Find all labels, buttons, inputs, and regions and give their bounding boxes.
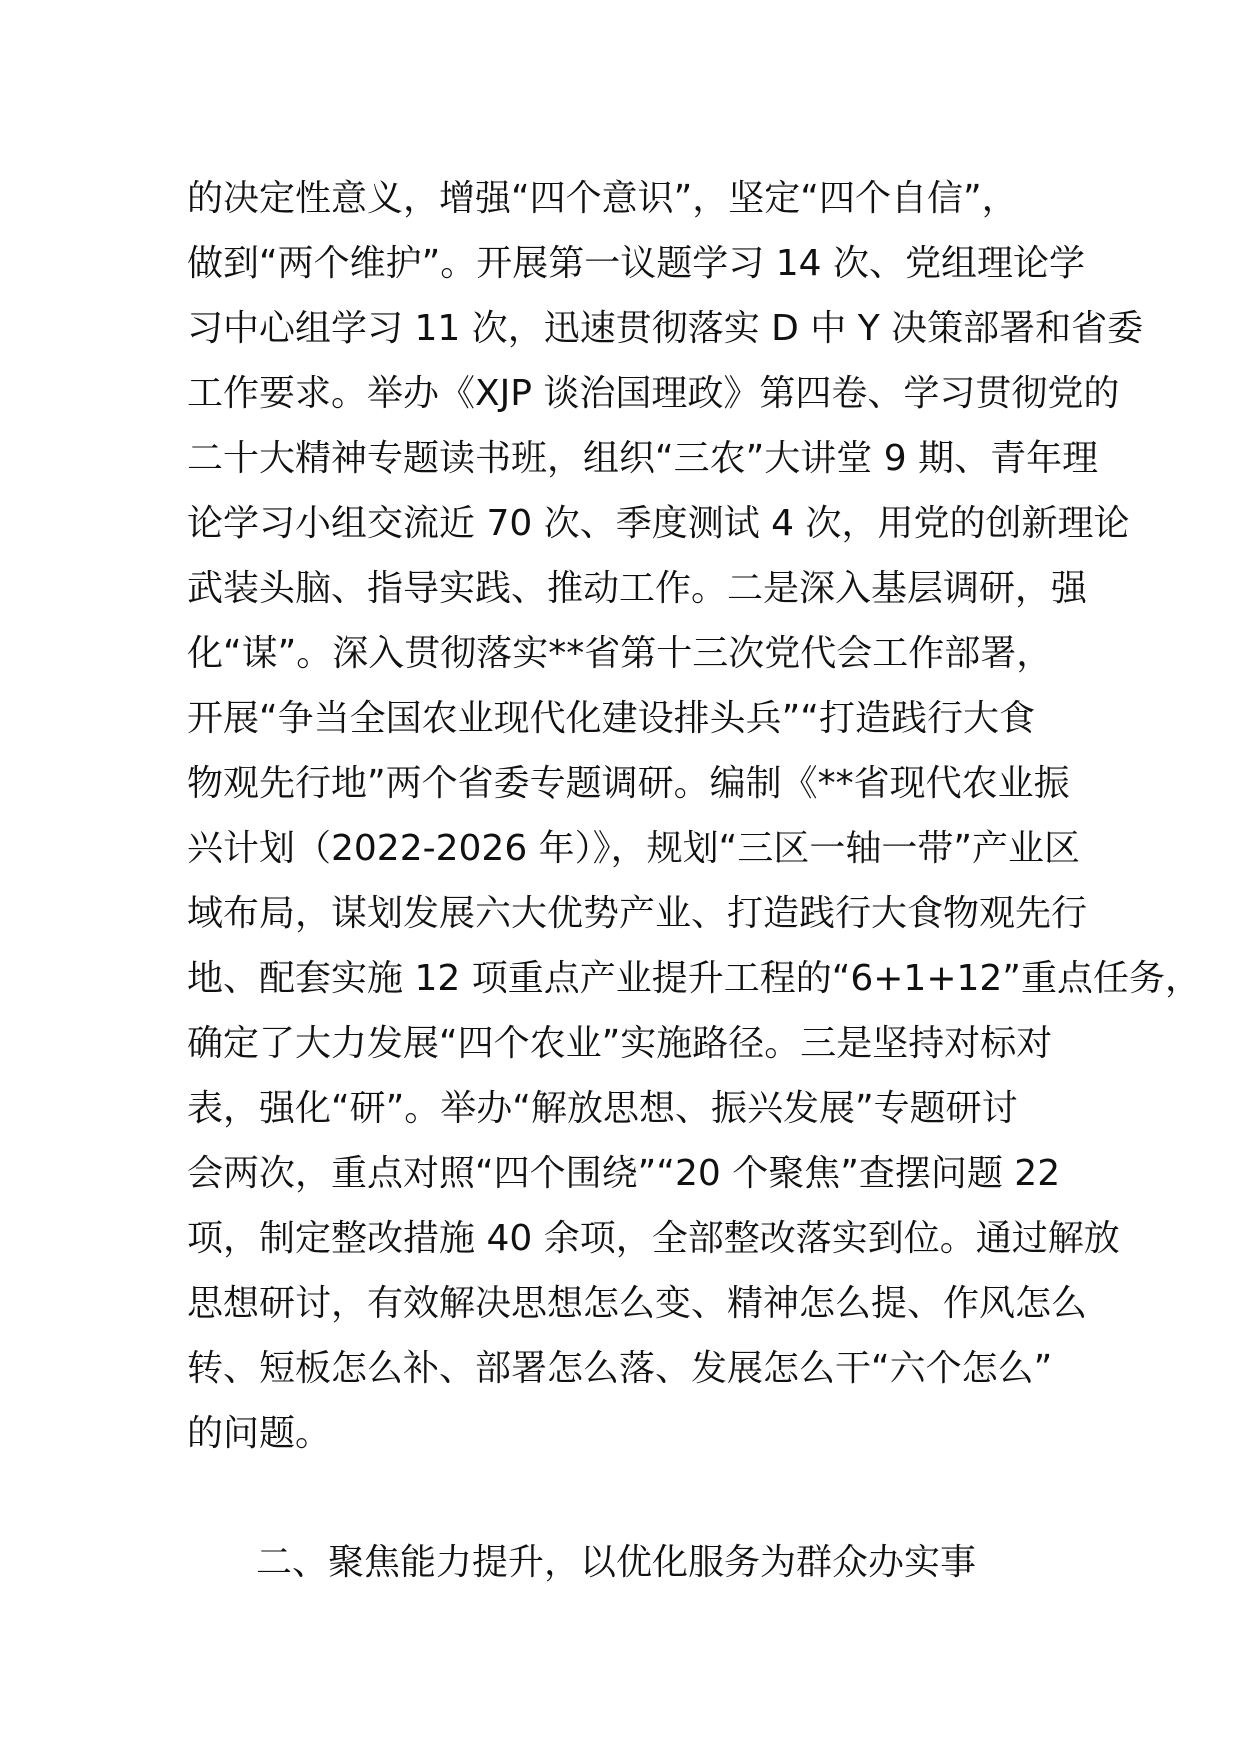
paragraph-line: 二十大精神专题读书班，组织“三农”大讲堂 9 期、青年理 (187, 438, 1099, 479)
paragraph-line: 论学习小组交流近 70 次、季度测试 4 次，用党的创新理论 (187, 503, 1130, 544)
paragraph-line: 项，制定整改措施 40 余项，全部整改落实到位。通过解放 (187, 1218, 1120, 1259)
paragraph-line: 化“谋”。深入贯彻落实**省第十三次党代会工作部署， (187, 633, 1053, 674)
paragraph-line: 转、短板怎么补、部署怎么落、发展怎么干“六个怎么” (187, 1348, 1053, 1389)
paragraph-line: 武装头脑、指导实践、推动工作。二是深入基层调研，强 (187, 568, 1088, 609)
paragraph-line: 做到“两个维护”。开展第一议题学习 14 次、党组理论学 (187, 243, 1085, 284)
paragraph-line: 思想研讨，有效解决思想怎么变、精神怎么提、作风怎么 (187, 1283, 1088, 1324)
paragraph-line: 会两次，重点对照“四个围绕”“20 个聚焦”查摆问题 22 (187, 1153, 1061, 1194)
paragraph-line: 地、配套实施 12 项重点产业提升工程的“6+1+12”重点任务， (187, 958, 1201, 999)
paragraph-line: 物观先行地”两个省委专题调研。编制《**省现代农业振 (187, 763, 1070, 804)
section-heading: 二、聚焦能力提升，以优化服务为群众办实事 (256, 1542, 977, 1583)
paragraph-line: 工作要求。举办《XJP 谈治国理政》第四卷、学习贯彻党的 (187, 373, 1120, 414)
paragraph-line: 表，强化“研”。举办“解放思想、振兴发展”专题研讨 (187, 1088, 1018, 1129)
paragraph-line: 兴计划（2022-2026 年）》，规划“三区一轴一带”产业区 (187, 828, 1080, 869)
paragraph-line: 习中心组学习 11 次，迅速贯彻落实 D 中 Y 决策部署和省委 (187, 308, 1144, 349)
body-paragraph (187, 166, 1201, 1466)
paragraph-line: 的问题。 (187, 1413, 332, 1454)
paragraph-line: 开展“争当全国农业现代化建设排头兵”“打造践行大食 (187, 698, 1035, 739)
paragraph-line: 域布局，谋划发展六大优势产业、打造践行大食物观先行 (187, 893, 1088, 934)
paragraph-line: 的决定性意义，增强“四个意识”，坚定“四个自信”， (187, 178, 1018, 219)
paragraph-line: 确定了大力发展“四个农业”实施路径。三是坚持对标对 (187, 1023, 1053, 1064)
